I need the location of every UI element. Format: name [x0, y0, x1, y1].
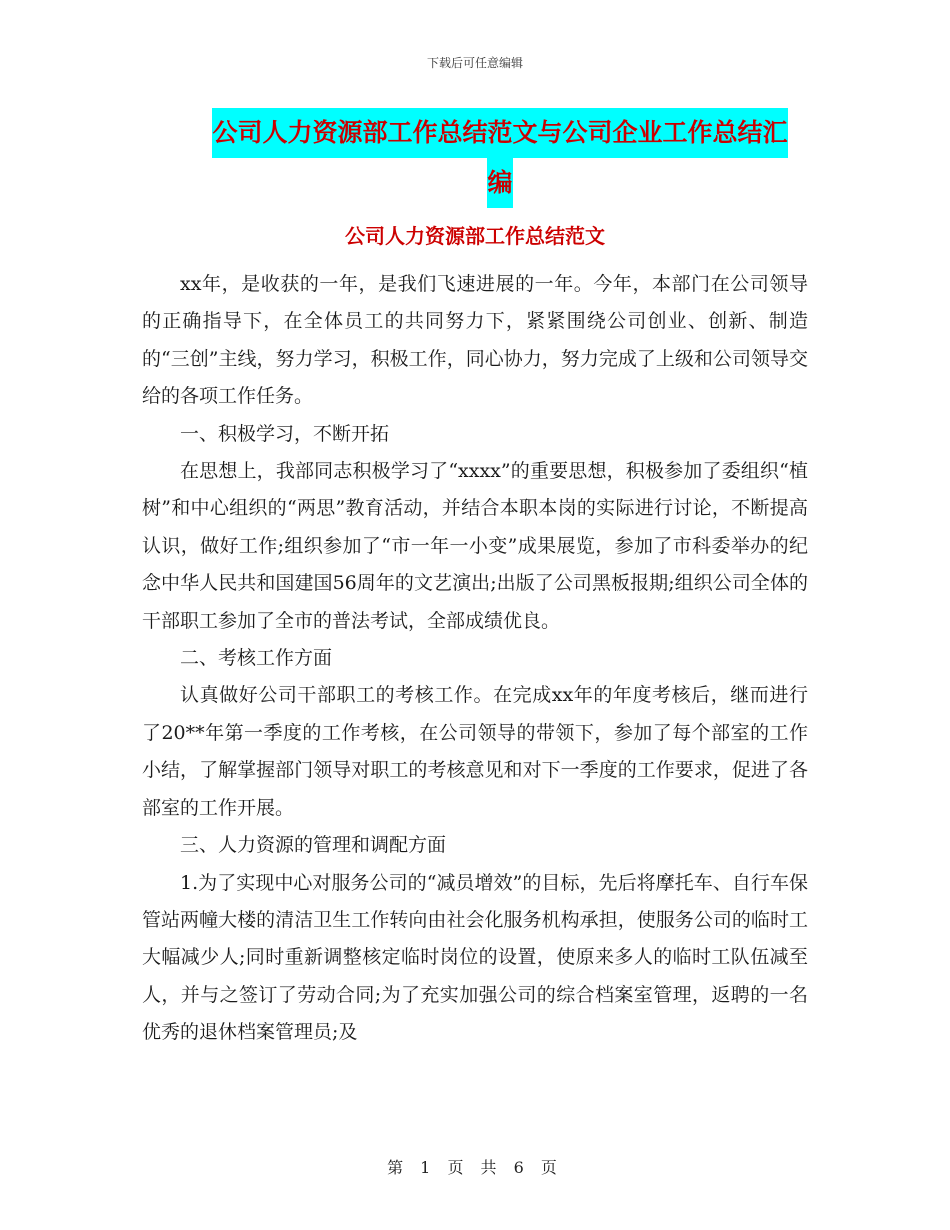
page-footer: 第 1 页 共 6 页 — [387, 1158, 563, 1177]
paragraph-1: 在思想上，我部同志积极学习了“xxxx”的重要思想，积极参加了委组织“植树”和中心组织的“两思”教育活动，并结合本职本岗的实际进行讨论，不断提高认识，做好工作;组织参加了“市一年一小变”成果展览，参加了市科委举办的纪念中华人民共和国建国56周年的文艺演出;出版了公司黑板报期;组织公司全体的干部职工参加了全市的普法考试，全部成绩优良。 — [142, 460, 808, 632]
document-title-line-1: 公司人力资源部工作总结范文与公司企业工作总结汇 — [212, 108, 787, 158]
document-title-line-2: 编 — [487, 158, 512, 208]
heading-3: 三、人力资源的管理和调配方面 — [180, 834, 447, 857]
header-note: 下载后可任意编辑 — [426, 56, 523, 70]
paragraph-intro: xx年，是收获的一年，是我们飞速进展的一年。今年，本部门在公司领导的正确指导下，在全体员工的共同努力下，紧紧围绕公司创业、创新、制造的“三创”主线，努力学习，积极工作，同心协力，努力完成了上级和公司领导交给的各项工作任务。 — [142, 273, 808, 408]
section-title: 公司人力资源部工作总结范文 — [345, 224, 605, 248]
paragraph-3: 1.为了实现中心对服务公司的“减员增效”的目标，先后将摩托车、自行车保管站两幢大楼的清洁卫生工作转向由社会化服务机构承担，使服务公司的临时工大幅减少人;同时重新调整核定临时岗位的设置，使原来多人的临时工队伍减至人，并与之签订了劳动合同;为了充实加强公司的综合档案室管理，返聘的一名优秀的退休档案管理员;及 — [142, 871, 808, 1044]
paragraph-2: 认真做好公司干部职工的考核工作。在完成xx年的年度考核后，继而进行了20**年第一季度的工作考核，在公司领导的带领下，参加了每个部室的工作小结，了解掌握部门领导对职工的考核意见和对下一季度的工作要求，促进了各部室的工作开展。 — [142, 684, 808, 819]
heading-1: 一、积极学习，不断开拓 — [180, 422, 390, 445]
document-title — [190, 108, 810, 208]
document-body — [142, 266, 808, 1052]
heading-2: 二、考核工作方面 — [180, 647, 333, 670]
